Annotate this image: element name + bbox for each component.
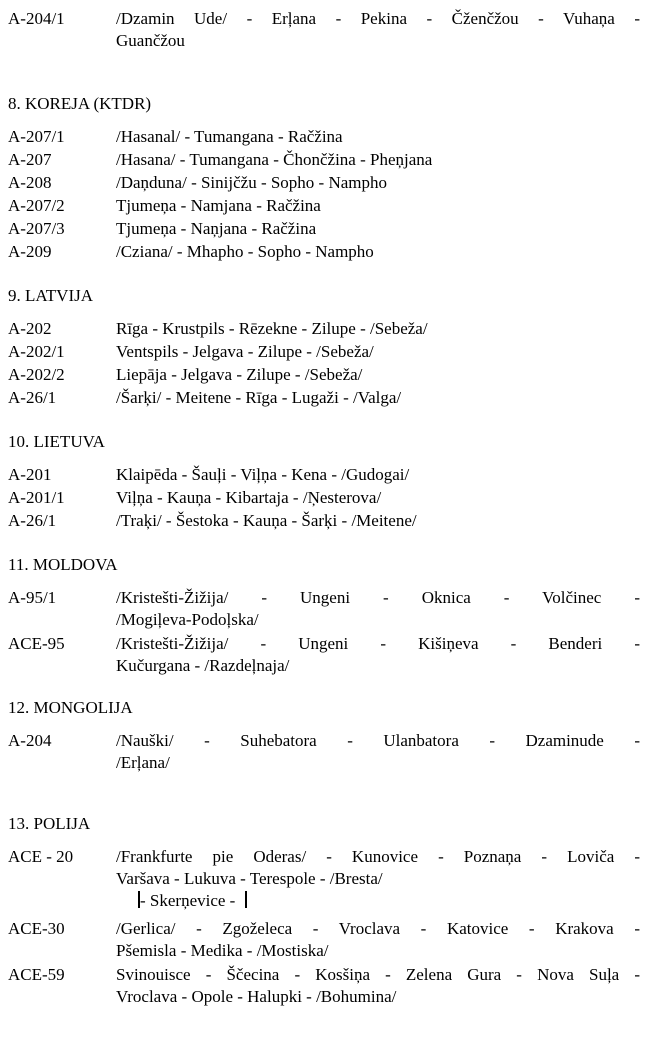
- route-entry-ace-30: [8, 918, 640, 962]
- route-line: /Nauški/ - Suhebatora - Ulanbatora - Dzaminude -: [116, 731, 640, 750]
- route-entry: [8, 149, 640, 171]
- route-line: Varšava - Lukuva - Terespole - /Bresta/: [116, 869, 383, 888]
- section-heading-latvia: 9. LATVIJA: [8, 286, 93, 305]
- route-line: /Gerlica/ - Zgoželeca - Vroclava - Katovice - Krakova -: [116, 919, 640, 938]
- route-code: A-207/1: [8, 127, 65, 146]
- route-branch: [116, 890, 640, 912]
- route-code: A-26/1: [8, 511, 57, 530]
- section-heading-lithuania: 10. LIETUVA: [8, 432, 105, 451]
- route-code: ACE-30: [8, 919, 65, 938]
- route-entry: [8, 172, 640, 194]
- route-entry: [8, 195, 640, 217]
- route-entry: [8, 587, 640, 631]
- route-text: Liepāja - Jelgava - Zilupe - /Sebeža/: [116, 365, 363, 384]
- route-entry-ace-20: [8, 846, 640, 912]
- route-code: A-207: [8, 150, 52, 169]
- route-text: [116, 8, 640, 52]
- route-code: ACE - 20: [8, 847, 74, 866]
- route-line: Pšemisla - Medika - /Mostiska/: [116, 941, 329, 960]
- route-text: /Hasanal/ - Tumangana - Račžina: [116, 127, 343, 146]
- route-entry: [8, 364, 640, 386]
- route-entry: [8, 730, 640, 774]
- route-code: A-26/1: [8, 388, 57, 407]
- route-text: [116, 918, 640, 962]
- route-code: A-208: [8, 173, 52, 192]
- route-entry: [8, 487, 640, 509]
- route-text: Tjumeņa - Naņjana - Račžina: [116, 219, 317, 238]
- route-entry: [8, 126, 640, 148]
- section-heading-poland: 13. POLIJA: [8, 814, 91, 833]
- route-code: A-207/2: [8, 196, 65, 215]
- route-code: A-204/1: [8, 9, 65, 28]
- route-code: A-95/1: [8, 588, 57, 607]
- route-text: [116, 730, 640, 774]
- route-entry: [8, 241, 640, 263]
- route-code: A-207/3: [8, 219, 65, 238]
- route-line: Guančžou: [116, 31, 185, 50]
- route-entry: [8, 218, 640, 240]
- route-text: Tjumeņa - Namjana - Račžina: [116, 196, 321, 215]
- route-text: [116, 587, 640, 631]
- route-text: /Šarķi/ - Meitene - Rīga - Lugaži - /Valga/: [116, 388, 402, 407]
- route-entry-a204-1: [8, 8, 640, 52]
- branch-bar-right: [245, 891, 247, 908]
- route-line: /Kristešti-Žižija/ - Ungeni - Oknica - Volčinec -: [116, 588, 640, 607]
- route-text: /Cziana/ - Mhapho - Sopho - Nampho: [116, 242, 374, 261]
- route-code: A-201/1: [8, 488, 65, 507]
- route-line: Svinouisce - Ščecina - Kosšiņa - Zelena Gura - Nova Suļa -: [116, 965, 640, 984]
- route-entry: [8, 633, 640, 677]
- route-line: /Kristešti-Žižija/ - Ungeni - Kišiņeva - Benderi -: [116, 634, 640, 653]
- route-text: Rīga - Krustpils - Rēzekne - Zilupe - /Sebeža/: [116, 319, 428, 338]
- route-text: Klaipēda - Šauļi - Viļņa - Kena - /Gudogai/: [116, 465, 410, 484]
- route-entry: [8, 341, 640, 363]
- route-entry: [8, 318, 640, 340]
- route-code: A-202/2: [8, 365, 65, 384]
- route-line: /Mogiļeva-Podoļska/: [116, 610, 259, 629]
- route-line: Vroclava - Opole - Halupki - /Bohumina/: [116, 987, 397, 1006]
- route-code: A-201: [8, 465, 52, 484]
- route-text: Viļņa - Kauņa - Kibartaja - /Ņesterova/: [116, 488, 382, 507]
- route-entry-ace-59: [8, 964, 640, 1008]
- route-code: ACE-59: [8, 965, 65, 984]
- route-entry: [8, 387, 640, 409]
- route-code: A-202/1: [8, 342, 65, 361]
- route-text: [116, 633, 640, 677]
- route-code: A-202: [8, 319, 52, 338]
- section-heading-mongolia: 12. MONGOLIJA: [8, 698, 133, 717]
- route-entry: [8, 510, 640, 532]
- route-text: /Daņduna/ - Sinijčžu - Sopho - Nampho: [116, 173, 388, 192]
- section-heading-moldova: 11. MOLDOVA: [8, 555, 118, 574]
- route-line: Kučurgana - /Razdeļnaja/: [116, 656, 290, 675]
- route-code: A-204: [8, 731, 52, 750]
- branch-label: - Skerņevice -: [140, 891, 236, 910]
- route-text: Ventspils - Jelgava - Zilupe - /Sebeža/: [116, 342, 374, 361]
- route-text: [116, 964, 640, 1008]
- route-text: /Traķi/ - Šestoka - Kauņa - Šarķi - /Meitene/: [116, 511, 417, 530]
- route-line: /Frankfurte pie Oderas/ - Kunovice - Poznaņa - Loviča -: [116, 847, 640, 866]
- route-text: [116, 846, 640, 912]
- route-code: ACE-95: [8, 634, 65, 653]
- route-text: /Hasana/ - Tumangana - Čhončžina - Pheņjana: [116, 150, 433, 169]
- route-code: A-209: [8, 242, 52, 261]
- route-line: /Dzamin Ude/ - Erļana - Pekina - Čženčžou - Vuhaņa -: [116, 9, 640, 28]
- section-heading-korea: 8. KOREJA (KTDR): [8, 94, 152, 113]
- route-entry: [8, 464, 640, 486]
- route-line: /Erļana/: [116, 753, 170, 772]
